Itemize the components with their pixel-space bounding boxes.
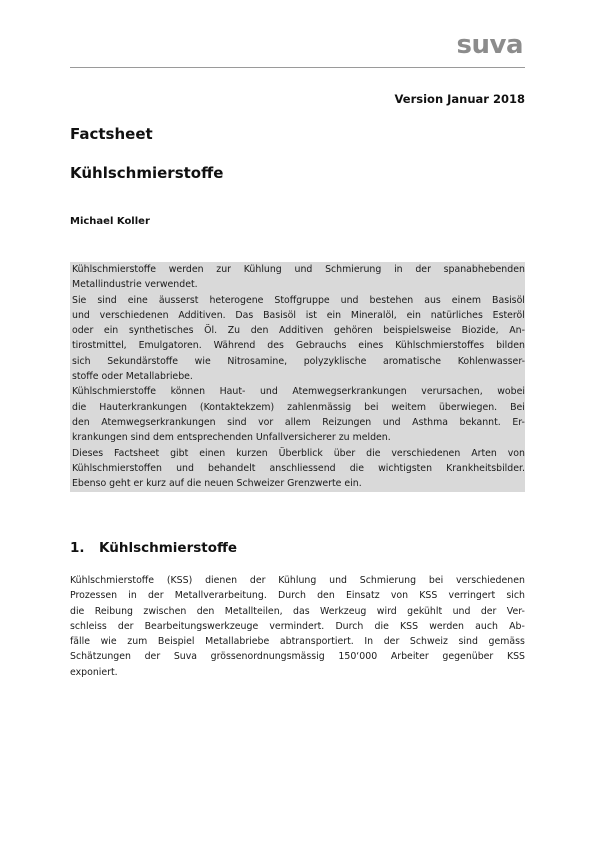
word: Arten [471,447,497,459]
word: Basisöl [263,309,296,321]
word: allem [284,416,311,428]
word: und [294,264,313,275]
word: die [70,605,85,617]
word: abtransportiert. [279,636,354,648]
word: der [383,636,400,648]
word: zahlenmässig [287,401,352,413]
section-title: Kühlschmierstoffe [99,540,238,556]
word: Überblick [278,447,323,459]
word: Kühlschmierstoffes [395,340,485,352]
word: ein [103,325,119,337]
word: Kühlung [243,264,282,275]
word: sich [72,355,91,367]
summary-line: stoffe oder Metallabriebe. [72,371,193,383]
word: Bearbeitungswerkzeuge [144,620,259,632]
body-line [70,619,525,634]
summary-line [70,262,525,277]
body-line [70,573,525,588]
word: Additiven. [178,309,226,321]
word: Ver- [506,605,525,617]
word: beispielsweise [383,325,451,337]
word: die [72,401,87,413]
word: Prozessen [70,590,118,602]
word: des [267,340,284,352]
word: ein [326,309,342,321]
word: An- [509,325,525,337]
word: heterogene [209,294,264,306]
word: verschiedenen [391,447,461,459]
summary-line [70,446,525,461]
word: vermindert. [269,620,325,632]
word: Kühlschmierstoffe [70,575,155,586]
word: sind [97,294,117,306]
word: behandelt [208,462,256,474]
word: verschiedenen [99,309,169,321]
word: den [250,325,269,337]
word: gekühlt [407,605,443,617]
word: die [349,462,365,474]
suva-logo: suva [456,30,523,60]
word: dienen [205,575,238,586]
word: wobei [497,386,525,398]
header-rule [70,67,525,68]
word: Einsatz [345,590,380,602]
word: in [128,590,137,602]
word: Kohlenwasser- [457,355,525,367]
body-line [70,649,525,664]
word: ein [406,309,421,321]
word: den [72,416,90,428]
word: und [452,605,471,617]
word: Kühlschmierstoffe [72,264,157,275]
word: bei [428,575,444,586]
word: der [415,264,431,275]
word: Krankheitsbilder. [446,462,525,474]
word: Stoffgruppe [274,294,330,306]
word: Asthma [412,416,448,428]
word: ist [305,309,317,321]
word: Gebrauchs [295,340,347,352]
word: das [293,605,310,617]
body-line: exponiert. [70,666,118,678]
word: Kühlschmierstoffen [72,462,162,474]
word: und [382,416,401,428]
word: Additiven [279,325,324,337]
word: Bei [510,401,525,413]
word: verringert [448,590,496,602]
word: zur [216,264,232,275]
word: schleiss [70,620,107,632]
word: gemäss [488,636,525,648]
word: werden [429,620,465,632]
word: fälle [70,636,91,648]
word: Atemwegserkrankungen [292,386,407,398]
word: Zu [227,325,241,337]
word: Kühlschmierstoffe [72,386,157,398]
word: eines [358,340,384,352]
word: synthetisches [128,325,194,337]
word: Nitrosamine, [227,355,288,367]
word: Schmierung [359,575,417,586]
word: kurzen [236,447,268,459]
word: überwiegen. [438,401,498,413]
word: grössenordnungsmässig [210,651,325,663]
version-label: Version Januar 2018 [394,92,525,106]
word: Werkzeug [320,605,367,617]
word: Er- [512,416,525,428]
word: Schmierung [325,264,382,275]
word: weitem [391,401,427,413]
summary-line [70,308,525,323]
document-title: Kühlschmierstoffe [70,164,224,182]
word: (Kontaktekzem) [199,401,275,413]
summary-line: Metallindustrie verwendet. [72,279,198,291]
word: bekannt. [459,416,501,428]
word: Metallteilen, [224,605,283,617]
word: 150‘000 [338,651,378,663]
word: können [170,386,206,398]
word: wie [100,636,117,648]
word: Durch [335,620,364,632]
word: zwischen [143,605,187,617]
word: in [394,264,403,275]
word: Emulgatoren. [138,340,202,352]
word: Ab- [509,620,525,632]
body-line [70,604,525,619]
word: verschiedenen [456,575,525,586]
word: vor [258,416,274,428]
word: bilden [496,340,525,352]
word: Durch [278,590,306,602]
summary-line [70,354,525,369]
word: auch [475,620,498,632]
word: Biozide, [461,325,499,337]
word: spanabhebenden [443,264,525,275]
summary-line [70,293,525,308]
summary-line [70,338,525,353]
word: und [259,386,278,398]
word: der [480,605,497,617]
word: bestehen [369,294,414,306]
word: gegenüber [442,651,494,663]
word: KSS [400,620,419,632]
word: Reizungen [322,416,372,428]
word: Factsheet [114,447,160,459]
word: Öl. [204,325,218,337]
word: Metallverarbeitung. [174,590,267,602]
word: Sie [72,294,87,306]
word: äusserst [158,294,199,306]
word: Arbeiter [390,651,429,663]
word: wichtigsten [378,462,433,474]
word: gehören [333,325,373,337]
word: sich [506,590,525,602]
word: sind [227,416,247,428]
word: (KSS) [166,575,193,586]
word: die [374,620,389,632]
word: Dieses [72,447,104,459]
word: In [364,636,374,648]
word: eine [127,294,148,306]
word: den [317,590,335,602]
word: bei [364,401,379,413]
word: wird [376,605,397,617]
section-body [70,573,525,680]
summary-line [70,461,525,476]
body-line [70,588,525,603]
word: sind [458,636,478,648]
word: über [333,447,356,459]
author-name: Michael Koller [70,216,150,227]
word: Schätzungen [70,651,131,663]
word: tirostmittel, [72,340,127,352]
word: Hauterkrankungen [99,401,187,413]
document-type: Factsheet [70,125,153,143]
word: Suva [173,651,198,663]
word: Atemwegserkrankungen [101,416,216,428]
summary-box [70,262,525,492]
summary-line [70,400,525,415]
body-line [70,634,525,649]
word: polyzyklische [303,355,367,367]
word: zum [127,636,148,648]
word: einem [451,294,482,306]
word: oder [72,325,94,337]
summary-line [70,384,525,399]
word: von [507,447,525,459]
word: wie [194,355,211,367]
word: aromatische [383,355,442,367]
word: Sekundärstoffe [107,355,179,367]
word: natürliches [430,309,483,321]
word: und [176,462,194,474]
word: Mineralöl, [350,309,397,321]
word: werden [168,264,204,275]
word: Beispiel [157,636,195,648]
word: Das [235,309,254,321]
word: KSS [506,651,525,663]
word: KSS [419,590,438,602]
word: von [390,590,409,602]
word: die [366,447,381,459]
word: aus [424,294,441,306]
word: Esteröl [492,309,525,321]
word: Schweiz [409,636,448,648]
word: der [117,620,134,632]
word: und [72,309,90,321]
summary-line [70,323,525,338]
section-heading [70,540,237,556]
word: und [329,575,347,586]
word: den [196,605,215,617]
word: Basisöl [492,294,525,306]
word: Kühlung [278,575,317,586]
word: anschliessend [269,462,336,474]
summary-line: krankungen sind dem entsprechenden Unfallversicherer zu melden. [72,432,391,444]
word: der [249,575,266,586]
word: Haut- [219,386,246,398]
word: einen [199,447,226,459]
section-number: 1. [70,540,85,556]
word: Während [213,340,256,352]
word: Reibung [94,605,133,617]
summary-line [70,415,525,430]
word: der [147,590,164,602]
word: der [144,651,161,663]
word: und [340,294,359,306]
word: Metallabriebe [205,636,270,648]
word: gibt [170,447,189,459]
summary-line: Ebenso geht er kurz auf die neuen Schweizer Grenzwerte ein. [72,478,362,490]
word: verursachen, [421,386,483,398]
